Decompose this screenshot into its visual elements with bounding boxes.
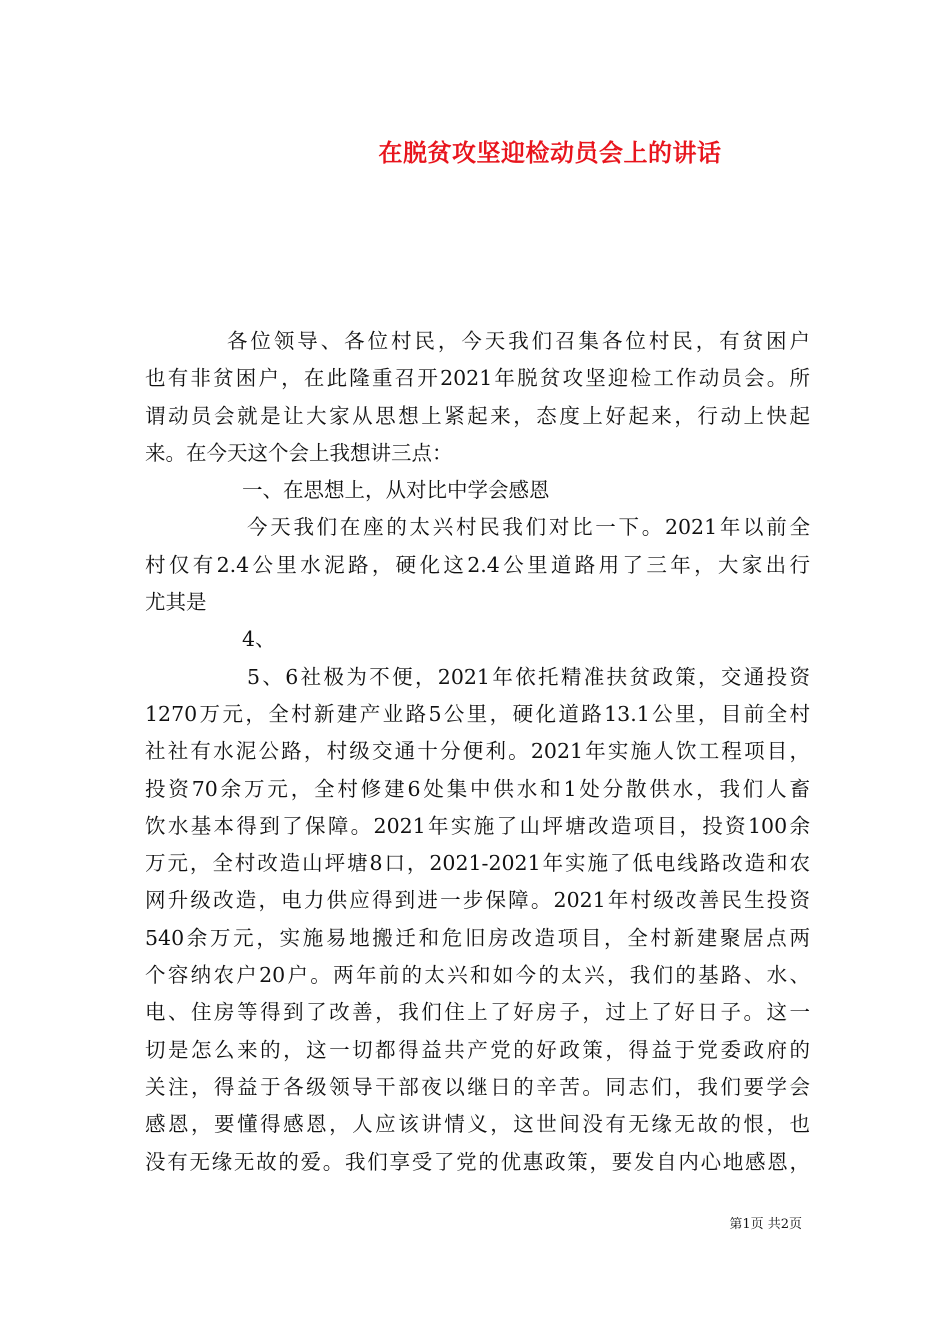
body-line: 尤其是 bbox=[145, 590, 207, 615]
body-line: 饮水基本得到了保障。2021年实施了山坪塘改造项目，投资100余 bbox=[145, 813, 810, 838]
body-line: 万元，全村改造山坪塘8口，2021-2021年实施了低电线路改造和农 bbox=[145, 851, 810, 876]
body-line: 投资70余万元，全村修建6处集中供水和1处分散供水，我们人畜 bbox=[145, 776, 810, 801]
document-title: 在脱贫攻坚迎检动员会上的讲话 bbox=[378, 138, 722, 167]
body-line: 今天我们在座的太兴村民我们对比一下。2021年以前全 bbox=[247, 515, 810, 540]
body-line: 4、 bbox=[242, 627, 276, 652]
body-line: 来。在今天这个会上我想讲三点： bbox=[145, 440, 453, 465]
page-footer: 第1页 共2页 bbox=[729, 1217, 802, 1232]
body-line: 谓动员会就是让大家从思想上紧起来，态度上好起来，行动上快起 bbox=[145, 403, 810, 428]
body-line: 村仅有2.4公里水泥路，硬化这2.4公里道路用了三年，大家出行 bbox=[145, 552, 810, 577]
body-line: 个容纳农户20户。两年前的太兴和如今的太兴，我们的基路、水、 bbox=[145, 963, 810, 988]
body-line: 电、住房等得到了改善，我们住上了好房子，过上了好日子。这一 bbox=[145, 1000, 810, 1025]
body-line: 切是怎么来的，这一切都得益共产党的好政策，得益于党委政府的 bbox=[145, 1037, 810, 1062]
body-line: 网升级改造，电力供应得到进一步保障。2021年村级改善民生投资 bbox=[145, 888, 810, 913]
document-body bbox=[145, 323, 810, 1181]
body-line: 5、6社极为不便，2021年依托精准扶贫政策，交通投资 bbox=[247, 664, 810, 689]
body-line: 没有无缘无故的爱。我们享受了党的优惠政策，要发自内心地感恩， bbox=[145, 1149, 810, 1174]
body-line: 也有非贫困户，在此隆重召开2021年脱贫攻坚迎检工作动员会。所 bbox=[145, 366, 810, 391]
body-line: 各位领导、各位村民，今天我们召集各位村民，有贫困户 bbox=[227, 329, 810, 353]
body-line: 社社有水泥公路，村级交通十分便利。2021年实施人饮工程项目， bbox=[145, 739, 810, 764]
body-line: 关注，得益于各级领导干部夜以继日的辛苦。同志们，我们要学会 bbox=[145, 1074, 810, 1099]
body-line: 一、在思想上，从对比中学会感恩 bbox=[242, 478, 550, 503]
body-line: 540余万元，实施易地搬迁和危旧房改造项目，全村新建聚居点两 bbox=[145, 925, 810, 950]
body-line: 1270万元，全村新建产业路5公里，硬化道路13.1公里，目前全村 bbox=[145, 701, 810, 726]
body-line: 感恩，要懂得感恩，人应该讲情义，这世间没有无缘无故的恨，也 bbox=[145, 1112, 810, 1137]
